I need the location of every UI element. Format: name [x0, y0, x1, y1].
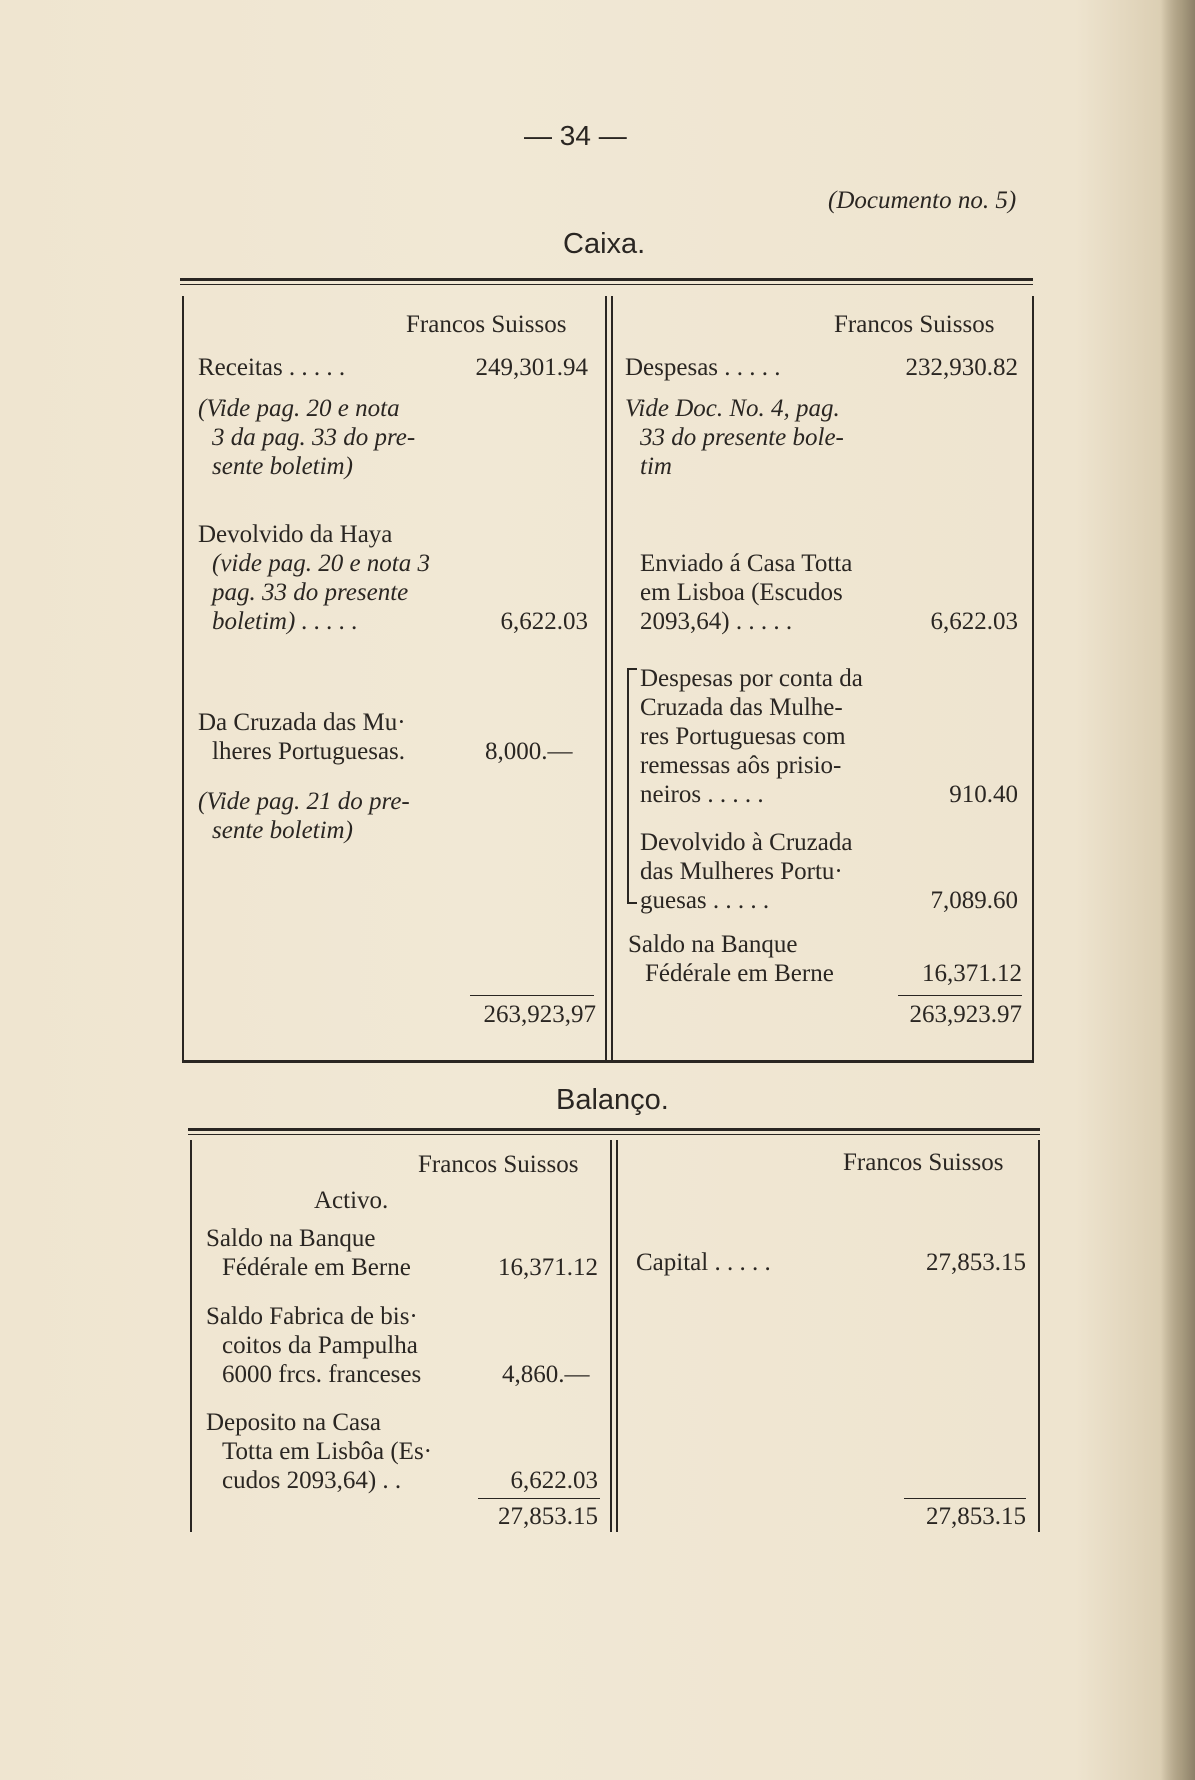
desp-cruzada-line-2: Cruzada das Mulhe-	[640, 694, 843, 721]
desp-cruzada-line-3: res Portuguesas com	[640, 723, 846, 750]
right-total-rule	[898, 995, 1022, 996]
caixa-left-currency: Francos Suissos	[406, 311, 567, 338]
page-number: — 34 —	[524, 120, 627, 151]
dev-cruzada-line-2: das Mulheres Portu·	[640, 858, 843, 885]
document-reference: (Documento no. 5)	[828, 187, 1017, 214]
deposito-line-3: cudos 2093,64) . .	[222, 1467, 402, 1494]
brace-bottom	[627, 902, 637, 904]
devolvido-line-4: boletim) . . . . .	[212, 608, 358, 635]
capital-label: Capital . . . . .	[636, 1249, 771, 1276]
cruzada-line-1: Da Cruzada das Mu·	[198, 709, 406, 736]
capital-value: 27,853.15	[926, 1249, 1026, 1276]
caixa-right-border	[1032, 296, 1034, 1060]
balanco-top-rule-thin	[188, 1134, 1040, 1135]
despesas-label: Despesas . . . . .	[625, 354, 781, 381]
balanco-right-border	[1038, 1140, 1040, 1532]
balanco-left-currency: Francos Suissos	[418, 1151, 579, 1178]
fabrica-line-2: coitos da Pampulha	[222, 1332, 418, 1359]
caixa-top-rule-thin	[180, 284, 1033, 285]
balanco-center-divider	[610, 1140, 612, 1532]
caixa-saldo-line-2: Fédérale em Berne	[645, 960, 834, 987]
enviado-line-1: Enviado á Casa Totta	[640, 550, 853, 577]
balanco-center-divider-2	[616, 1140, 618, 1532]
caixa-left-border	[182, 296, 184, 1060]
deposito-value: 6,622.03	[510, 1467, 598, 1494]
brace-top	[627, 668, 637, 670]
devolvido-line-2: (vide pag. 20 e nota 3	[212, 550, 431, 577]
receitas-note-3: sente boletim)	[212, 453, 353, 480]
caixa-top-rule	[180, 278, 1033, 281]
devolvido-value: 6,622.03	[500, 608, 588, 635]
fabrica-line-3: 6000 frcs. franceses	[222, 1361, 422, 1388]
deposito-line-2: Totta em Lisbôa (Es·	[222, 1438, 432, 1465]
balanco-saldo-line-2: Fédérale em Berne	[222, 1254, 411, 1281]
dev-cruzada-line-3: guesas . . . . .	[640, 887, 770, 914]
enviado-line-3: 2093,64) . . . . .	[640, 608, 793, 635]
despesas-value: 232,930.82	[905, 354, 1018, 381]
cruzada-line-2: lheres Portuguesas.	[212, 738, 406, 765]
desp-cruzada-line-4: remessas aôs prisio-	[640, 752, 842, 779]
receitas-value: 249,301.94	[475, 354, 588, 381]
cruzada-value: 8,000.—	[485, 738, 573, 765]
desp-cruzada-line-5: neiros . . . . .	[640, 781, 764, 808]
page-edge	[1161, 0, 1195, 1780]
desp-cruzada-line-1: Despesas por conta da	[640, 665, 863, 692]
cruzada-note-1: (Vide pag. 21 do pre-	[198, 788, 410, 815]
receitas-label: Receitas . . . . .	[198, 354, 346, 381]
dev-cruzada-value: 7,089.60	[930, 887, 1018, 914]
receitas-note-1: (Vide pag. 20 e nota	[198, 395, 400, 422]
activo-label: Activo.	[314, 1187, 389, 1214]
enviado-line-2: em Lisboa (Escudos	[640, 579, 843, 606]
caixa-title: Caixa.	[563, 228, 646, 260]
fabrica-value: 4,860.—	[502, 1361, 590, 1388]
deposito-line-1: Deposito na Casa	[206, 1409, 381, 1436]
balanco-left-total-rule	[478, 1498, 600, 1499]
despesas-note-3: tim	[640, 453, 672, 480]
fabrica-line-1: Saldo Fabrica de bis·	[206, 1303, 418, 1330]
caixa-center-divider	[605, 296, 607, 1060]
caixa-center-divider-2	[611, 296, 613, 1060]
caixa-saldo-line-1: Saldo na Banque	[628, 931, 798, 958]
balanco-left-total: 27,853.15	[498, 1503, 598, 1530]
caixa-right-total: 263,923.97	[909, 1001, 1022, 1028]
desp-cruzada-value: 910.40	[949, 781, 1018, 808]
cruzada-note-2: sente boletim)	[212, 817, 353, 844]
balanco-title: Balanço.	[556, 1084, 669, 1116]
balanco-saldo-value: 16,371.12	[498, 1254, 598, 1281]
balanco-right-total: 27,853.15	[926, 1503, 1026, 1530]
caixa-saldo-value: 16,371.12	[922, 960, 1022, 987]
caixa-bottom-rule	[182, 1060, 1034, 1063]
despesas-note-2: 33 do presente bole-	[640, 424, 844, 451]
dev-cruzada-line-1: Devolvido à Cruzada	[640, 829, 853, 856]
balanco-saldo-line-1: Saldo na Banque	[206, 1225, 376, 1252]
balanco-top-rule	[188, 1128, 1040, 1131]
devolvido-line-1: Devolvido da Haya	[198, 521, 393, 548]
balanco-left-border	[190, 1140, 192, 1532]
devolvido-line-3: pag. 33 do presente	[212, 579, 409, 606]
brace-line	[627, 668, 629, 904]
caixa-left-total: 263,923,97	[483, 1001, 596, 1028]
left-total-rule	[470, 995, 594, 996]
despesas-note-1: Vide Doc. No. 4, pag.	[625, 395, 840, 422]
balanco-right-total-rule	[904, 1498, 1026, 1499]
receitas-note-2: 3 da pag. 33 do pre-	[212, 424, 416, 451]
balanco-right-currency: Francos Suissos	[843, 1149, 1004, 1176]
enviado-value: 6,622.03	[930, 608, 1018, 635]
caixa-right-currency: Francos Suissos	[834, 311, 995, 338]
